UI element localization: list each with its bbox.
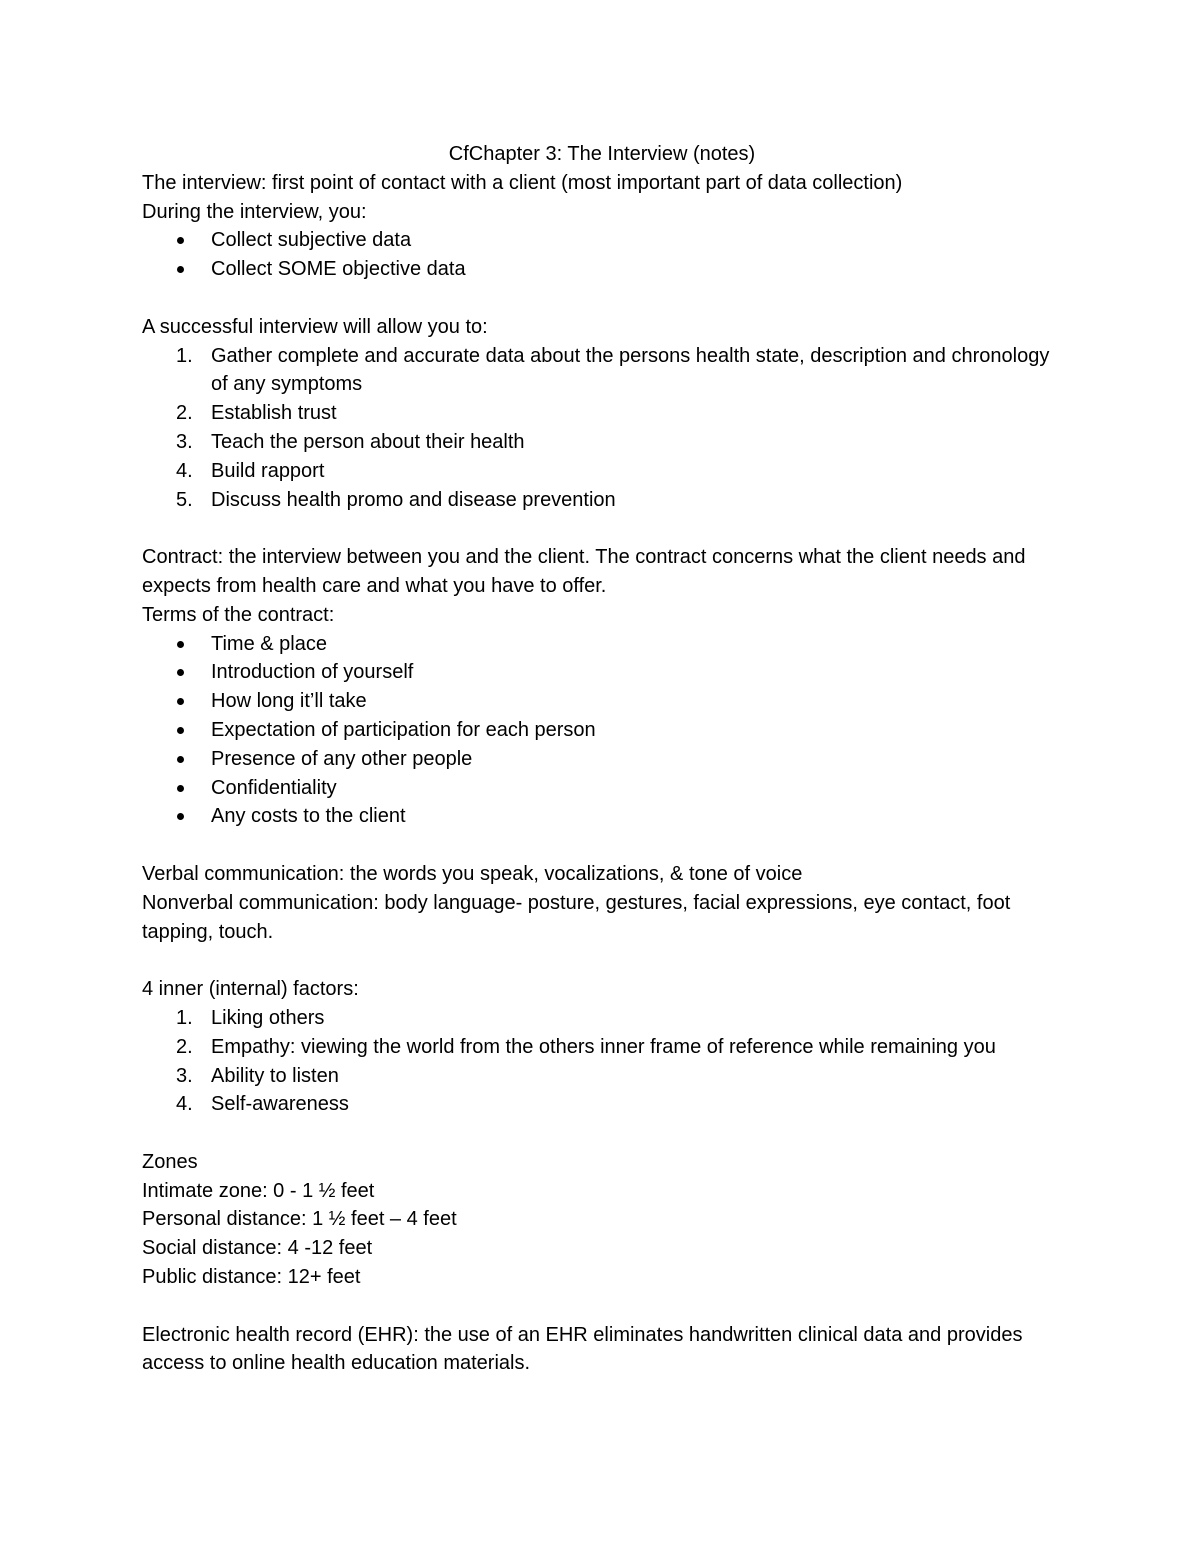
zone-line: Personal distance: 1 ½ feet – 4 feet [142,1208,457,1231]
zone-line: Social distance: 4 -12 feet [142,1237,373,1260]
list-item: How long it’ll take [142,687,1062,716]
bullet-icon [177,641,184,648]
list-item: Introduction of yourself [142,658,1062,687]
list-item: 4. Build rapport [176,459,325,482]
list-item: Collect subjective data [142,226,1062,255]
list-item: Time & place [142,630,1062,659]
successful-list [142,342,1062,515]
list-item: 5. Discuss health promo and disease prevention [176,488,616,511]
zone-line: Intimate zone: 0 - 1 ½ feet [142,1179,375,1202]
contract-paragraph: Contract: the interview between you and the client. The contract concerns what the client needs and expects from health care and what you have to offer. [142,546,1026,597]
terms-heading: Terms of the contract: [142,603,335,626]
inner-factors-list [142,1004,1062,1119]
document-body [142,140,1062,1378]
intro-line: The interview: first point of contact with a client (most important part of data collection) [142,171,903,194]
list-item: 3. Teach the person about their health [176,430,525,453]
inner-factors-heading: 4 inner (internal) factors: [142,978,359,1001]
list-item: 1. Gather complete and accurate data about the persons health state, description and chronology of any symptoms [176,344,1050,396]
bullet-icon [177,237,184,244]
list-item: Collect SOME objective data [142,255,1062,284]
list-item: Expectation of participation for each person [142,716,1062,745]
zone-line: Public distance: 12+ feet [142,1266,361,1289]
bullet-icon [177,669,184,676]
intro-line: During the interview, you: [142,200,367,223]
zones-heading: Zones [142,1150,198,1173]
page-title: CfChapter 3: The Interview (notes) [448,143,756,165]
nonverbal-communication: Nonverbal communication: body language- posture, gestures, facial expressions, eye contact, foot tapping, touch. [142,891,1011,943]
list-item: 2. Empathy: viewing the world from the others inner frame of reference while remaining you [176,1035,996,1058]
bullet-icon [177,698,184,705]
bullet-icon [177,756,184,763]
list-item: 1. Liking others [176,1006,325,1029]
bullet-icon [177,813,184,820]
terms-list [142,630,1062,832]
list-item: Any costs to the client [142,802,1062,831]
list-item: 2. Establish trust [176,402,337,425]
verbal-communication: Verbal communication: the words you speak, vocalizations, & tone of voice [142,862,803,885]
during-list [142,226,1062,284]
list-item: 3. Ability to listen [176,1064,339,1087]
list-item: Presence of any other people [142,745,1062,774]
ehr-paragraph: Electronic health record (EHR): the use of an EHR eliminates handwritten clinical data and provides access to online health education materials. [142,1323,1023,1375]
list-item: Confidentiality [142,774,1062,803]
list-item: 4. Self-awareness [176,1093,349,1116]
bullet-icon [177,266,184,273]
successful-heading: A successful interview will allow you to: [142,315,488,338]
bullet-icon [177,727,184,734]
bullet-icon [177,785,184,792]
